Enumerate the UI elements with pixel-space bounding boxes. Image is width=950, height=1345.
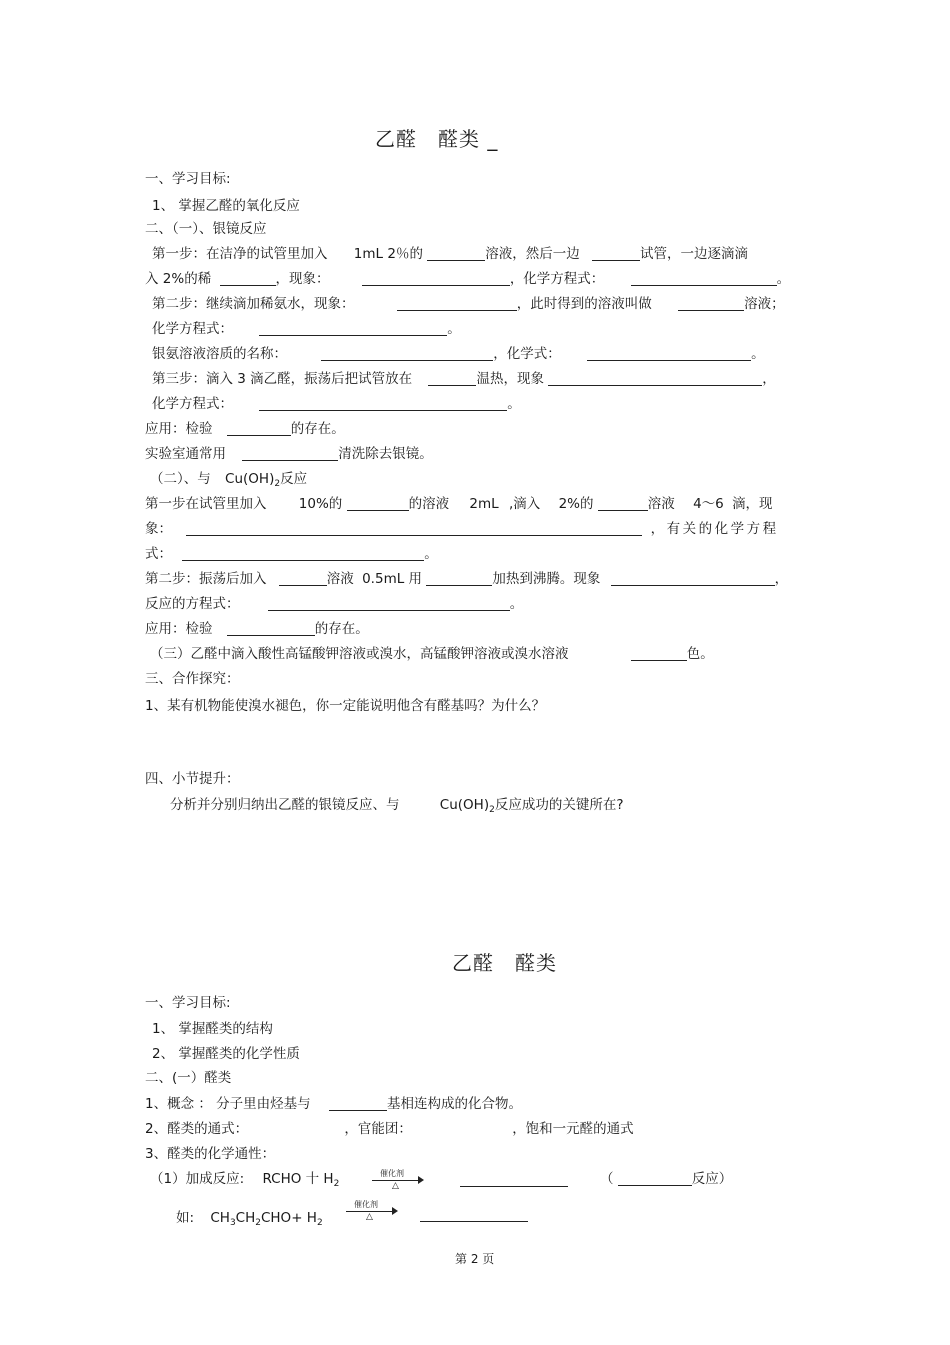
text: 10%的	[298, 496, 343, 512]
text-line	[150, 645, 714, 663]
text: 滴，现	[732, 496, 773, 512]
text: 温热，现象	[476, 371, 544, 387]
text: 溶液；	[744, 296, 785, 312]
fill-blank[interactable]	[592, 246, 640, 261]
page1-title: 乙醛 醛类 _	[375, 127, 499, 151]
text-line	[145, 1120, 634, 1138]
formula: CH	[210, 1210, 230, 1226]
text: ，此时得到的溶液叫做	[516, 296, 652, 312]
text-line	[152, 295, 785, 313]
fill-blank[interactable]	[587, 346, 751, 361]
text-line	[145, 445, 433, 463]
text: ,滴入	[508, 496, 541, 512]
text-line	[152, 345, 765, 363]
text: 0.5mL 用	[362, 571, 423, 587]
text: 反应）	[691, 1171, 733, 1187]
fill-blank[interactable]	[611, 571, 775, 586]
text: 2%的	[558, 496, 594, 512]
fill-blank[interactable]	[427, 246, 485, 261]
catalyst-label: 催化剂	[380, 1169, 404, 1178]
text: 4～6	[693, 496, 724, 512]
formula: Cu(OH)	[439, 797, 490, 813]
text: 1、概念 ： 分子里由烃基与	[145, 1096, 311, 1112]
question-text: 1、某有机物能使溴水褪色，你一定能说明他含有醛基吗？为什么？	[145, 698, 546, 714]
fill-blank[interactable]	[362, 271, 510, 286]
text: 的溶液	[408, 496, 450, 512]
text: 第二步：振荡后加入	[145, 571, 267, 587]
text: 溶液，然后一边	[485, 246, 580, 262]
text: 2mL	[469, 496, 499, 512]
page2-title: 乙醛 醛类	[452, 951, 557, 975]
text: 溶液	[326, 571, 354, 587]
text: 1mL 2％的	[353, 246, 423, 262]
text-line	[145, 420, 345, 438]
text: 。	[447, 321, 461, 337]
text-line	[145, 545, 438, 563]
text: 象：	[145, 521, 172, 537]
text: ，有关的化学方程	[650, 521, 779, 537]
fill-blank[interactable]	[242, 446, 338, 461]
fill-blank[interactable]	[227, 421, 291, 436]
text: ，化学式：	[493, 346, 561, 362]
text-line	[145, 620, 369, 638]
text-line	[152, 370, 776, 388]
text-line	[152, 320, 461, 338]
text: ，	[774, 571, 789, 587]
text: 入 2%的稀	[145, 271, 212, 287]
text: ，官能团：	[344, 1121, 412, 1137]
text-line	[145, 595, 523, 613]
text: 化学方程式：	[152, 396, 233, 412]
fill-blank[interactable]	[548, 371, 762, 386]
fill-blank[interactable]	[678, 296, 744, 311]
text: 加热到沸腾。现象	[492, 571, 601, 587]
text: 试管，一边逐滴滴	[640, 246, 749, 262]
text: 分析并分别归纳出乙醛的银镜反应、与	[170, 797, 400, 813]
objective-item: 2、 掌握醛类的化学性质	[152, 1046, 300, 1062]
fill-blank[interactable]	[220, 271, 276, 286]
text-line	[145, 570, 788, 588]
text: 第三步：滴入 3 滴乙醛，振荡后把试管放在	[152, 371, 413, 387]
text-line	[145, 520, 779, 538]
page-number: 第 2 页	[455, 1252, 495, 1266]
fill-blank[interactable]	[329, 1096, 387, 1111]
section-heading: 一、学习目标:	[145, 171, 231, 187]
text: 第一步：在洁净的试管里加入	[152, 246, 328, 262]
fill-blank[interactable]	[598, 496, 648, 511]
subscript: 2	[255, 1218, 261, 1228]
text: 清洗除去银镜。	[338, 446, 433, 462]
text: （	[600, 1171, 614, 1187]
arrow-head-icon	[392, 1207, 398, 1215]
subscript: 2	[316, 1218, 323, 1228]
text-line	[145, 495, 773, 513]
arrow-head-icon	[418, 1176, 424, 1184]
fill-blank[interactable]	[259, 321, 447, 336]
text: （1）加成反应:	[150, 1171, 245, 1187]
fill-blank[interactable]	[279, 571, 327, 586]
text: 化学方程式：	[152, 321, 233, 337]
text: 。	[776, 271, 791, 287]
text-line	[600, 1170, 732, 1188]
text: ，化学方程式：	[509, 271, 605, 287]
section-heading: 一、学习目标:	[145, 995, 231, 1011]
text: 第二步：继续滴加稀氨水，现象：	[152, 296, 355, 312]
text: 反应的方程式：	[145, 596, 240, 612]
text-line	[170, 796, 624, 819]
section-heading: 四、小节提升：	[145, 771, 240, 787]
text-line: 3、醛类的化学通性：	[145, 1146, 276, 1162]
text: 的存在。	[314, 621, 369, 637]
text: ，饱和一元醛的通式	[512, 1121, 634, 1137]
text: 。	[751, 346, 765, 362]
text: 应用：检验	[145, 621, 213, 637]
text-line	[150, 470, 307, 493]
text-line	[145, 1095, 522, 1113]
fill-blank[interactable]	[321, 346, 493, 361]
text: 实验室通常用	[145, 446, 226, 462]
text: 2、醛类的通式：	[145, 1121, 249, 1137]
subscript: 2	[274, 479, 281, 489]
heat-symbol: △	[366, 1212, 373, 1222]
text: 式：	[145, 546, 172, 562]
section-heading: 三、合作探究：	[145, 671, 240, 687]
objective-item: 1、 掌握乙醛的氧化反应	[152, 198, 300, 214]
formula: CH	[235, 1210, 256, 1226]
text: 色。	[686, 646, 714, 662]
fill-blank[interactable]	[426, 571, 492, 586]
text: ，现象：	[275, 271, 330, 287]
catalyst-label: 催化剂	[354, 1200, 378, 1209]
fill-blank[interactable]	[182, 546, 424, 561]
fill-blank[interactable]	[631, 271, 777, 286]
text: 的存在。	[290, 421, 345, 437]
text: 如:	[176, 1210, 195, 1226]
fill-blank[interactable]	[259, 396, 507, 411]
text-line	[150, 1170, 339, 1193]
fill-blank[interactable]	[397, 296, 517, 311]
subscript: 2	[489, 805, 495, 815]
formula: RCHO 十 H	[262, 1171, 334, 1187]
text: 基相连构成的化合物。	[386, 1096, 522, 1112]
text: 银氨溶液溶质的名称：	[152, 346, 287, 362]
fill-blank[interactable]	[420, 1207, 528, 1222]
text: 。	[509, 596, 524, 612]
text: 溶液	[647, 496, 675, 512]
section-heading: 二、(一）醛类	[145, 1070, 232, 1086]
objective-item: 1、 掌握醛类的结构	[152, 1021, 273, 1037]
text-line	[152, 245, 748, 263]
fill-blank[interactable]	[618, 1171, 692, 1186]
formula: CHO+ H	[260, 1210, 317, 1226]
section-heading: 二、（一）、银镜反应	[145, 221, 267, 237]
subscript: 3	[229, 1218, 236, 1228]
fill-blank[interactable]	[631, 646, 687, 661]
text: （三）乙醛中滴入酸性高锰酸钾溶液或溴水，高锰酸钾溶液或溴水溶液	[150, 646, 569, 662]
fill-blank[interactable]	[268, 596, 510, 611]
text: 。	[507, 396, 521, 412]
fill-blank[interactable]	[227, 621, 315, 636]
text: （二）、与	[150, 471, 211, 487]
text: 反应	[280, 471, 308, 487]
text-line	[176, 1209, 323, 1232]
text: 应用：检验	[145, 421, 213, 437]
text: ，	[762, 371, 776, 387]
heat-symbol: △	[392, 1181, 399, 1191]
text-line	[152, 395, 521, 413]
fill-blank[interactable]	[460, 1172, 568, 1187]
subscript: 2	[333, 1179, 340, 1189]
formula: Cu(OH)	[225, 471, 275, 487]
fill-blank[interactable]	[186, 521, 642, 536]
text: 第一步在试管里加入	[145, 496, 267, 512]
text: 。	[424, 546, 438, 562]
fill-blank[interactable]	[347, 496, 409, 511]
fill-blank[interactable]	[428, 371, 476, 386]
text-line	[145, 270, 790, 288]
text: 反应成功的关键所在?	[494, 797, 624, 813]
